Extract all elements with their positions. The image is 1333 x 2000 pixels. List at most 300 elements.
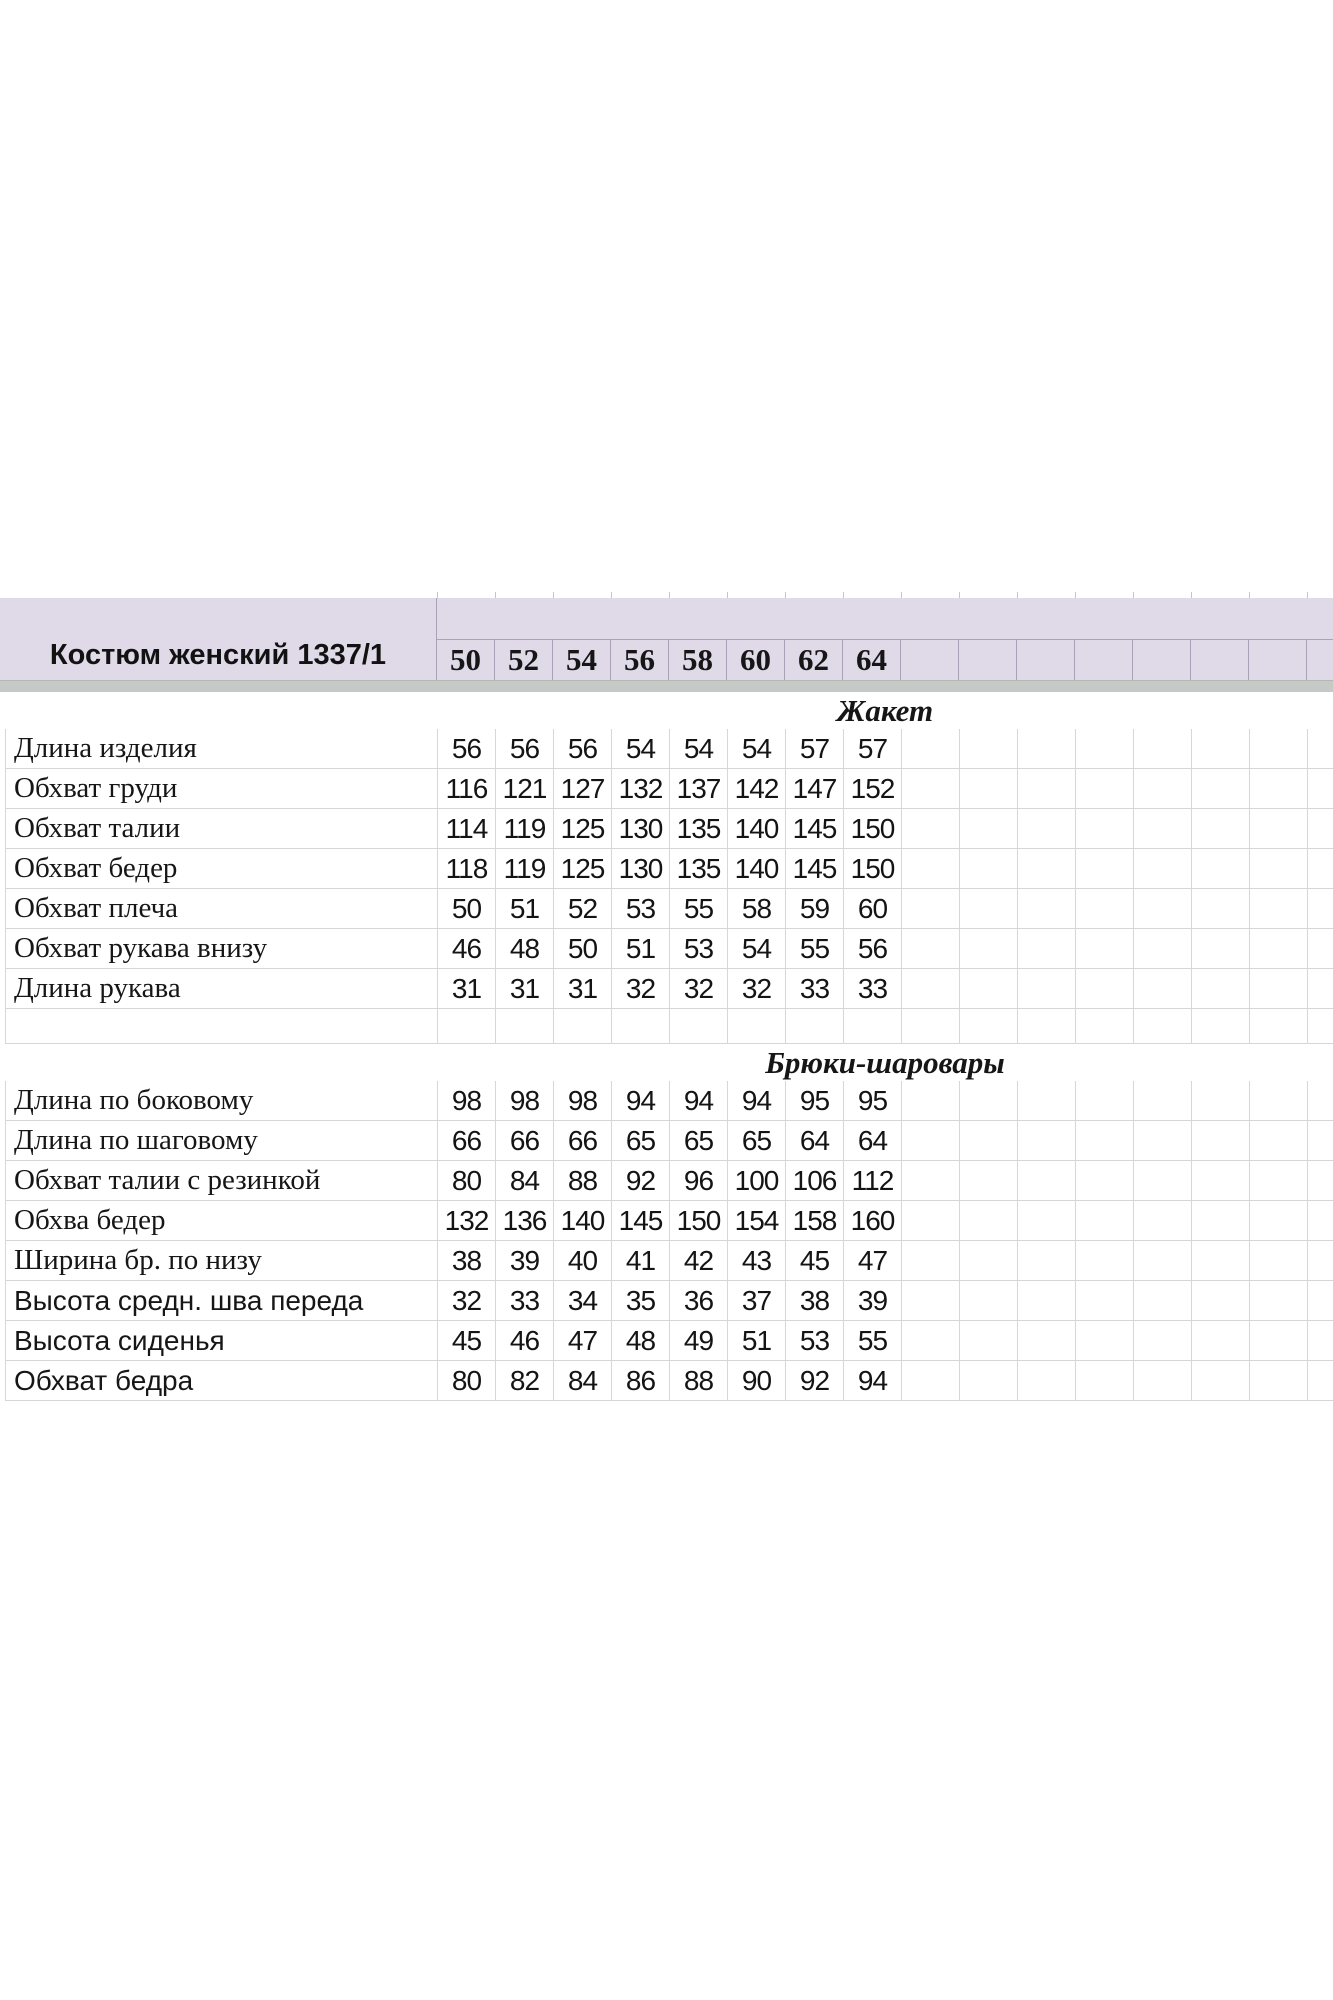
empty-cell[interactable]	[1018, 1009, 1076, 1043]
value-cell[interactable]: 46	[496, 1321, 554, 1360]
value-cell[interactable]: 54	[728, 929, 786, 968]
empty-cell[interactable]	[1018, 1161, 1076, 1200]
value-cell[interactable]: 56	[438, 729, 496, 768]
empty-cell[interactable]	[1250, 1009, 1308, 1043]
value-cell[interactable]: 140	[554, 1201, 612, 1240]
empty-cell[interactable]	[1018, 1201, 1076, 1240]
empty-cell[interactable]	[902, 929, 960, 968]
row-label-cell[interactable]: Длина по боковому	[6, 1081, 438, 1120]
empty-cell[interactable]	[1018, 1361, 1076, 1400]
empty-cell[interactable]	[1076, 889, 1134, 928]
row-label-cell[interactable]: Обхват груди	[6, 769, 438, 808]
value-cell[interactable]: 54	[728, 729, 786, 768]
size-header-cell[interactable]: 54	[553, 640, 611, 680]
empty-cell[interactable]	[1308, 1081, 1333, 1120]
value-cell[interactable]: 50	[438, 889, 496, 928]
value-cell[interactable]: 135	[670, 849, 728, 888]
value-cell[interactable]: 98	[438, 1081, 496, 1120]
empty-cell[interactable]	[728, 1009, 786, 1043]
empty-header-cell[interactable]	[959, 640, 1017, 680]
value-cell[interactable]: 50	[554, 929, 612, 968]
value-cell[interactable]: 65	[670, 1121, 728, 1160]
value-cell[interactable]: 55	[786, 929, 844, 968]
value-cell[interactable]: 84	[554, 1361, 612, 1400]
empty-cell[interactable]	[1308, 1241, 1333, 1280]
row-label-cell[interactable]: Обхват бедер	[6, 849, 438, 888]
value-cell[interactable]: 130	[612, 809, 670, 848]
value-cell[interactable]: 41	[612, 1241, 670, 1280]
table-header	[0, 598, 1333, 680]
value-cell[interactable]: 54	[670, 729, 728, 768]
empty-cell[interactable]	[1308, 1281, 1333, 1320]
empty-cell[interactable]	[1192, 969, 1250, 1008]
empty-cell[interactable]	[902, 809, 960, 848]
value-cell[interactable]: 130	[612, 849, 670, 888]
value-cell[interactable]: 38	[786, 1281, 844, 1320]
size-header-cell[interactable]: 56	[611, 640, 669, 680]
value-cell[interactable]: 132	[438, 1201, 496, 1240]
empty-cell[interactable]	[902, 1201, 960, 1240]
empty-cell[interactable]	[1076, 1281, 1134, 1320]
empty-cell[interactable]	[1250, 1361, 1308, 1400]
value-cell[interactable]: 150	[844, 809, 902, 848]
value-cell[interactable]: 92	[786, 1361, 844, 1400]
value-cell[interactable]: 147	[786, 769, 844, 808]
empty-cell[interactable]	[960, 1121, 1018, 1160]
empty-cell[interactable]	[960, 969, 1018, 1008]
value-cell[interactable]: 98	[554, 1081, 612, 1120]
value-cell[interactable]: 116	[438, 769, 496, 808]
table-row	[5, 1361, 1333, 1401]
empty-cell[interactable]	[1192, 849, 1250, 888]
empty-cell[interactable]	[902, 769, 960, 808]
value-cell[interactable]: 64	[844, 1121, 902, 1160]
value-cell[interactable]: 142	[728, 769, 786, 808]
empty-cell[interactable]	[1250, 769, 1308, 808]
empty-cell[interactable]	[1308, 1321, 1333, 1360]
row-label-cell[interactable]: Обхват рукава внизу	[6, 929, 438, 968]
row-label-cell[interactable]: Обхват плеча	[6, 889, 438, 928]
value-cell[interactable]: 121	[496, 769, 554, 808]
empty-cell[interactable]	[1018, 849, 1076, 888]
empty-cell[interactable]	[902, 1241, 960, 1280]
empty-cell[interactable]	[1308, 729, 1333, 768]
empty-cell[interactable]	[670, 1009, 728, 1043]
empty-cell[interactable]	[1308, 1121, 1333, 1160]
empty-cell[interactable]	[1308, 849, 1333, 888]
table-row	[5, 1121, 1333, 1161]
value-cell[interactable]: 84	[496, 1161, 554, 1200]
value-cell[interactable]: 31	[554, 969, 612, 1008]
empty-cell[interactable]	[1134, 1201, 1192, 1240]
value-cell[interactable]: 65	[728, 1121, 786, 1160]
empty-cell[interactable]	[1076, 809, 1134, 848]
empty-cell[interactable]	[1250, 969, 1308, 1008]
empty-cell[interactable]	[960, 849, 1018, 888]
section-title: Брюки-шаровары	[765, 1045, 1005, 1080]
empty-cell[interactable]	[960, 1081, 1018, 1120]
value-cell[interactable]: 80	[438, 1161, 496, 1200]
value-cell[interactable]: 51	[496, 889, 554, 928]
empty-header-cell[interactable]	[1307, 640, 1333, 680]
value-cell[interactable]: 46	[438, 929, 496, 968]
empty-cell[interactable]	[960, 729, 1018, 768]
value-cell[interactable]: 98	[496, 1081, 554, 1120]
value-cell[interactable]: 66	[496, 1121, 554, 1160]
size-chart-table	[0, 592, 1333, 1401]
empty-cell[interactable]	[1250, 1201, 1308, 1240]
value-cell[interactable]: 53	[670, 929, 728, 968]
empty-cell[interactable]	[1192, 1281, 1250, 1320]
table-row	[5, 929, 1333, 969]
value-cell[interactable]: 55	[670, 889, 728, 928]
value-cell[interactable]: 94	[612, 1081, 670, 1120]
empty-cell[interactable]	[960, 1009, 1018, 1043]
size-header-cell[interactable]: 60	[727, 640, 785, 680]
empty-cell[interactable]	[960, 1201, 1018, 1240]
empty-cell[interactable]	[612, 1009, 670, 1043]
value-cell[interactable]: 152	[844, 769, 902, 808]
value-cell[interactable]: 32	[728, 969, 786, 1008]
value-cell[interactable]: 119	[496, 809, 554, 848]
empty-cell[interactable]	[1134, 969, 1192, 1008]
value-cell[interactable]: 64	[786, 1121, 844, 1160]
value-cell[interactable]: 43	[728, 1241, 786, 1280]
value-cell[interactable]: 56	[496, 729, 554, 768]
value-cell[interactable]: 100	[728, 1161, 786, 1200]
empty-cell[interactable]	[960, 1241, 1018, 1280]
empty-cell[interactable]	[902, 1121, 960, 1160]
empty-cell[interactable]	[960, 889, 1018, 928]
empty-cell[interactable]	[1018, 1121, 1076, 1160]
value-cell[interactable]: 47	[554, 1321, 612, 1360]
empty-cell[interactable]	[902, 1009, 960, 1043]
value-cell[interactable]: 39	[844, 1281, 902, 1320]
size-header-cell[interactable]: 58	[669, 640, 727, 680]
value-cell[interactable]: 53	[786, 1321, 844, 1360]
value-cell[interactable]: 57	[786, 729, 844, 768]
value-cell[interactable]: 54	[612, 729, 670, 768]
product-title-cell[interactable]	[0, 598, 437, 680]
empty-cell[interactable]	[1018, 969, 1076, 1008]
value-cell[interactable]: 33	[844, 969, 902, 1008]
empty-cell[interactable]	[1192, 809, 1250, 848]
value-cell[interactable]: 94	[728, 1081, 786, 1120]
value-cell[interactable]: 40	[554, 1241, 612, 1280]
value-cell[interactable]: 96	[670, 1161, 728, 1200]
empty-cell[interactable]	[1134, 729, 1192, 768]
empty-cell[interactable]	[1134, 1081, 1192, 1120]
value-cell[interactable]: 58	[728, 889, 786, 928]
row-label-cell[interactable]: Обхва бедер	[6, 1201, 438, 1240]
row-label-cell[interactable]: Длина по шаговому	[6, 1121, 438, 1160]
empty-cell[interactable]	[1076, 1361, 1134, 1400]
empty-cell[interactable]	[438, 1009, 496, 1043]
value-cell[interactable]: 145	[786, 809, 844, 848]
value-cell[interactable]: 32	[612, 969, 670, 1008]
value-cell[interactable]: 136	[496, 1201, 554, 1240]
value-cell[interactable]: 112	[844, 1161, 902, 1200]
empty-cell[interactable]	[902, 1081, 960, 1120]
empty-cell[interactable]	[902, 889, 960, 928]
empty-cell[interactable]	[1018, 889, 1076, 928]
value-cell[interactable]: 106	[786, 1161, 844, 1200]
value-cell[interactable]: 60	[844, 889, 902, 928]
value-cell[interactable]: 53	[612, 889, 670, 928]
empty-header-cell[interactable]	[1191, 640, 1249, 680]
value-cell[interactable]: 125	[554, 849, 612, 888]
value-cell[interactable]: 140	[728, 849, 786, 888]
empty-cell[interactable]	[1308, 769, 1333, 808]
empty-cell[interactable]	[1192, 1321, 1250, 1360]
empty-cell[interactable]	[960, 1361, 1018, 1400]
empty-cell[interactable]	[1134, 1361, 1192, 1400]
value-cell[interactable]: 150	[844, 849, 902, 888]
value-cell[interactable]: 95	[844, 1081, 902, 1120]
empty-cell[interactable]	[1192, 889, 1250, 928]
table-body	[0, 692, 1333, 1401]
value-cell[interactable]: 66	[554, 1121, 612, 1160]
value-cell[interactable]: 158	[786, 1201, 844, 1240]
empty-cell[interactable]	[1134, 889, 1192, 928]
empty-cell[interactable]	[1134, 929, 1192, 968]
empty-cell[interactable]	[1308, 1161, 1333, 1200]
value-cell[interactable]: 42	[670, 1241, 728, 1280]
empty-cell[interactable]	[1250, 1241, 1308, 1280]
empty-cell[interactable]	[1192, 769, 1250, 808]
value-cell[interactable]: 36	[670, 1281, 728, 1320]
value-cell[interactable]: 125	[554, 809, 612, 848]
value-cell[interactable]: 150	[670, 1201, 728, 1240]
empty-cell[interactable]	[1134, 1121, 1192, 1160]
empty-cell[interactable]	[902, 1321, 960, 1360]
empty-cell[interactable]	[960, 1281, 1018, 1320]
value-cell[interactable]: 45	[438, 1321, 496, 1360]
table-row	[5, 769, 1333, 809]
empty-cell[interactable]	[1018, 809, 1076, 848]
value-cell[interactable]: 47	[844, 1241, 902, 1280]
empty-cell[interactable]	[902, 1161, 960, 1200]
value-cell[interactable]: 66	[438, 1121, 496, 1160]
empty-cell[interactable]	[1018, 1321, 1076, 1360]
empty-header-cell[interactable]	[1075, 640, 1133, 680]
empty-cell[interactable]	[1250, 1281, 1308, 1320]
empty-cell[interactable]	[902, 729, 960, 768]
value-cell[interactable]: 88	[670, 1361, 728, 1400]
empty-cell[interactable]	[1134, 1009, 1192, 1043]
value-cell[interactable]: 140	[728, 809, 786, 848]
value-cell[interactable]: 51	[612, 929, 670, 968]
value-cell[interactable]: 65	[612, 1121, 670, 1160]
empty-cell[interactable]	[902, 1361, 960, 1400]
empty-cell[interactable]	[960, 1321, 1018, 1360]
empty-cell[interactable]	[496, 1009, 554, 1043]
empty-cell[interactable]	[1192, 1201, 1250, 1240]
empty-cell[interactable]	[844, 1009, 902, 1043]
empty-cell[interactable]	[554, 1009, 612, 1043]
value-cell[interactable]: 145	[612, 1201, 670, 1240]
size-header-cell[interactable]: 62	[785, 640, 843, 680]
value-cell[interactable]: 56	[554, 729, 612, 768]
table-row	[5, 1201, 1333, 1241]
empty-cell[interactable]	[1134, 1241, 1192, 1280]
row-label-cell[interactable]: Длина рукава	[6, 969, 438, 1008]
value-cell[interactable]: 49	[670, 1321, 728, 1360]
empty-cell[interactable]	[1192, 1361, 1250, 1400]
empty-cell[interactable]	[1192, 929, 1250, 968]
size-header-cell[interactable]: 50	[437, 640, 495, 680]
empty-cell[interactable]	[1250, 1121, 1308, 1160]
empty-cell[interactable]	[1076, 969, 1134, 1008]
empty-cell[interactable]	[1134, 769, 1192, 808]
empty-cell[interactable]	[1192, 1161, 1250, 1200]
empty-header-cell[interactable]	[901, 640, 959, 680]
size-header-cell[interactable]: 52	[495, 640, 553, 680]
value-cell[interactable]: 56	[844, 929, 902, 968]
table-row	[5, 849, 1333, 889]
empty-cell[interactable]	[1076, 1201, 1134, 1240]
empty-cell[interactable]	[786, 1009, 844, 1043]
value-cell[interactable]: 132	[612, 769, 670, 808]
value-cell[interactable]: 137	[670, 769, 728, 808]
value-cell[interactable]: 31	[496, 969, 554, 1008]
value-cell[interactable]: 32	[438, 1281, 496, 1320]
value-cell[interactable]: 34	[554, 1281, 612, 1320]
value-cell[interactable]: 48	[612, 1321, 670, 1360]
row-label-cell[interactable]	[6, 1009, 438, 1043]
value-cell[interactable]: 82	[496, 1361, 554, 1400]
empty-cell[interactable]	[1308, 929, 1333, 968]
value-cell[interactable]: 86	[612, 1361, 670, 1400]
empty-cell[interactable]	[1076, 1161, 1134, 1200]
empty-cell[interactable]	[960, 769, 1018, 808]
empty-cell[interactable]	[902, 969, 960, 1008]
value-cell[interactable]: 31	[438, 969, 496, 1008]
value-cell[interactable]: 95	[786, 1081, 844, 1120]
empty-header-cell[interactable]	[1017, 640, 1075, 680]
value-cell[interactable]: 80	[438, 1361, 496, 1400]
row-label-cell[interactable]: Обхват бедра	[6, 1361, 438, 1400]
value-cell[interactable]: 154	[728, 1201, 786, 1240]
row-label-cell[interactable]: Ширина бр. по низу	[6, 1241, 438, 1280]
empty-cell[interactable]	[1076, 929, 1134, 968]
value-cell[interactable]: 90	[728, 1361, 786, 1400]
value-cell[interactable]: 55	[844, 1321, 902, 1360]
row-label-cell[interactable]: Обхват талии	[6, 809, 438, 848]
empty-cell[interactable]	[1308, 1009, 1333, 1043]
empty-cell[interactable]	[902, 849, 960, 888]
empty-cell[interactable]	[1134, 809, 1192, 848]
empty-cell[interactable]	[1250, 1321, 1308, 1360]
empty-cell[interactable]	[1192, 1241, 1250, 1280]
empty-cell[interactable]	[1018, 1081, 1076, 1120]
row-label-cell[interactable]: Длина изделия	[6, 729, 438, 768]
empty-cell[interactable]	[1192, 729, 1250, 768]
empty-cell[interactable]	[1250, 889, 1308, 928]
empty-cell[interactable]	[960, 809, 1018, 848]
value-cell[interactable]: 37	[728, 1281, 786, 1320]
empty-cell[interactable]	[1076, 1009, 1134, 1043]
empty-cell[interactable]	[1134, 1321, 1192, 1360]
empty-cell[interactable]	[1076, 1321, 1134, 1360]
value-cell[interactable]: 48	[496, 929, 554, 968]
empty-cell[interactable]	[1308, 1361, 1333, 1400]
empty-cell[interactable]	[1308, 1201, 1333, 1240]
value-cell[interactable]: 88	[554, 1161, 612, 1200]
empty-cell[interactable]	[1250, 929, 1308, 968]
row-label-cell[interactable]: Высота средн. шва переда	[6, 1281, 438, 1320]
empty-cell[interactable]	[1076, 769, 1134, 808]
value-cell[interactable]: 135	[670, 809, 728, 848]
value-cell[interactable]: 94	[670, 1081, 728, 1120]
size-header-cell[interactable]: 64	[843, 640, 901, 680]
value-cell[interactable]: 127	[554, 769, 612, 808]
empty-cell[interactable]	[1134, 1281, 1192, 1320]
empty-header-cell[interactable]	[1249, 640, 1307, 680]
value-cell[interactable]: 33	[786, 969, 844, 1008]
value-cell[interactable]: 51	[728, 1321, 786, 1360]
empty-cell[interactable]	[1018, 769, 1076, 808]
value-cell[interactable]: 45	[786, 1241, 844, 1280]
table-row	[5, 729, 1333, 769]
value-cell[interactable]: 160	[844, 1201, 902, 1240]
empty-cell[interactable]	[1134, 849, 1192, 888]
value-cell[interactable]: 114	[438, 809, 496, 848]
empty-cell[interactable]	[1076, 849, 1134, 888]
empty-cell[interactable]	[960, 929, 1018, 968]
value-cell[interactable]: 33	[496, 1281, 554, 1320]
value-cell[interactable]: 118	[438, 849, 496, 888]
empty-cell[interactable]	[1250, 1081, 1308, 1120]
value-cell[interactable]: 94	[844, 1361, 902, 1400]
empty-cell[interactable]	[1018, 929, 1076, 968]
value-cell[interactable]: 35	[612, 1281, 670, 1320]
empty-cell[interactable]	[1076, 1081, 1134, 1120]
value-cell[interactable]: 52	[554, 889, 612, 928]
empty-cell[interactable]	[1250, 729, 1308, 768]
value-cell[interactable]: 32	[670, 969, 728, 1008]
value-cell[interactable]: 38	[438, 1241, 496, 1280]
empty-cell[interactable]	[1308, 889, 1333, 928]
empty-cell[interactable]	[1250, 849, 1308, 888]
empty-cell[interactable]	[1018, 729, 1076, 768]
empty-header-cell[interactable]	[1133, 640, 1191, 680]
empty-cell[interactable]	[1076, 1121, 1134, 1160]
empty-cell[interactable]	[1076, 1241, 1134, 1280]
row-label-cell[interactable]: Обхват талии с резинкой	[6, 1161, 438, 1200]
empty-cell[interactable]	[1192, 1121, 1250, 1160]
empty-cell[interactable]	[1192, 1009, 1250, 1043]
empty-cell[interactable]	[960, 1161, 1018, 1200]
empty-cell[interactable]	[902, 1281, 960, 1320]
value-cell[interactable]: 39	[496, 1241, 554, 1280]
empty-cell[interactable]	[1018, 1281, 1076, 1320]
row-label-cell[interactable]: Высота сиденья	[6, 1321, 438, 1360]
value-cell[interactable]: 57	[844, 729, 902, 768]
empty-cell[interactable]	[1250, 1161, 1308, 1200]
empty-cell[interactable]	[1134, 1161, 1192, 1200]
empty-cell[interactable]	[1076, 729, 1134, 768]
value-cell[interactable]: 59	[786, 889, 844, 928]
value-cell[interactable]: 119	[496, 849, 554, 888]
empty-cell[interactable]	[1018, 1241, 1076, 1280]
value-cell[interactable]: 92	[612, 1161, 670, 1200]
empty-cell[interactable]	[1308, 969, 1333, 1008]
empty-cell[interactable]	[1250, 809, 1308, 848]
empty-cell[interactable]	[1192, 1081, 1250, 1120]
empty-cell[interactable]	[1308, 809, 1333, 848]
value-cell[interactable]: 145	[786, 849, 844, 888]
